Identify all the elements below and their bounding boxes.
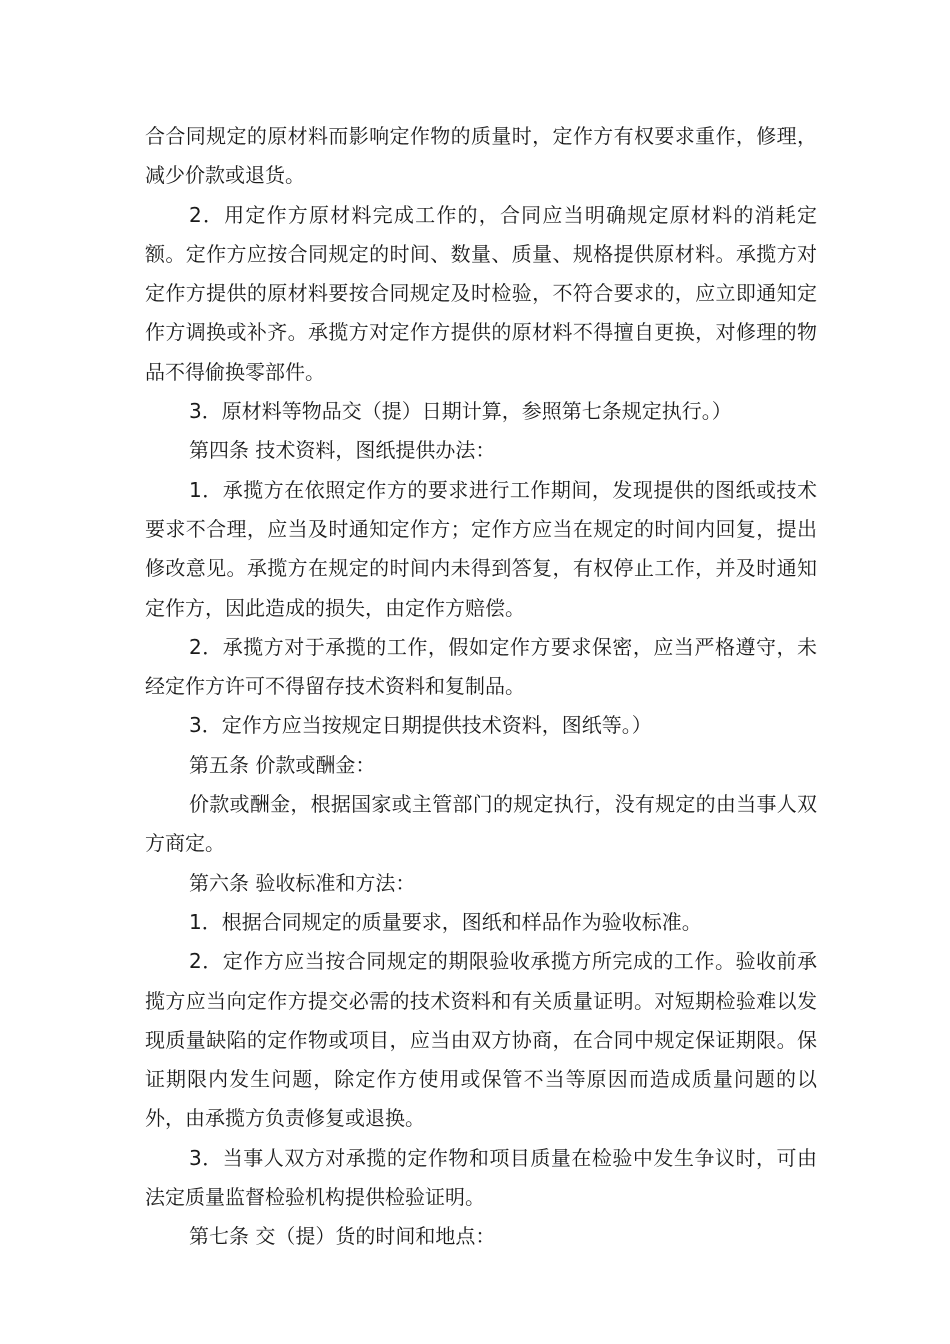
paragraph: 3．原材料等物品交（提）日期计算，参照第七条规定执行。）: [189, 399, 732, 424]
paragraph: 3．定作方应当按规定日期提供技术资料，图纸等。）: [189, 713, 652, 738]
section-heading: 第五条 价款或酬金：: [189, 752, 376, 777]
paragraph: 价款或酬金，根据国家或主管部门的规定执行，没有规定的由当事人双方商定。: [145, 792, 817, 856]
document-body: [145, 117, 817, 1257]
paragraph: 2．用定作方原材料完成工作的，合同应当明确规定原材料的消耗定额。定作方应按合同规定的时间、数量、质量、规格提供原材料。承揽方对定作方提供的原材料要按合同规定及时检验，不符合要求的，应立即通知定作方调换或补齐。承揽方对定作方提供的原材料不得擅自更换，对修理的物品不得偷换零部件。: [145, 202, 817, 384]
paragraph: 1．承揽方在依照定作方的要求进行工作期间，发现提供的图纸或技术要求不合理，应当及时通知定作方；定作方应当在规定的时间内回复，提出修改意见。承揽方在规定的时间内未得到答复，有权停止工作，并及时通知定作方，因此造成的损失，由定作方赔偿。: [145, 477, 817, 620]
paragraph: 2．承揽方对于承揽的工作，假如定作方要求保密，应当严格遵守，未经定作方许可不得留存技术资料和复制品。: [145, 634, 817, 699]
paragraph: 3．当事人双方对承揽的定作物和项目质量在检验中发生争议时，可由法定质量监督检验机构提供检验证明。: [145, 1145, 817, 1210]
paragraph: 1．根据合同规定的质量要求，图纸和样品作为验收标准。: [189, 909, 702, 934]
paragraph: 2．定作方应当按合同规定的期限验收承揽方所完成的工作。验收前承揽方应当向定作方提交必需的技术资料和有关质量证明。对短期检验难以发现质量缺陷的定作物或项目，应当由双方协商，在合同中规定保证期限。保证期限内发生问题，除定作方使用或保管不当等原因而造成质量问题的以外，由承揽方负责修复或退换。: [145, 949, 817, 1131]
section-heading: 第七条 交（提）货的时间和地点：: [189, 1224, 496, 1249]
paragraph: 合合同规定的原材料而影响定作物的质量时，定作方有权要求重作，修理，减少价款或退货。: [145, 124, 817, 188]
section-heading: 第六条 验收标准和方法：: [189, 870, 416, 895]
section-heading: 第四条 技术资料，图纸提供办法：: [189, 438, 496, 463]
